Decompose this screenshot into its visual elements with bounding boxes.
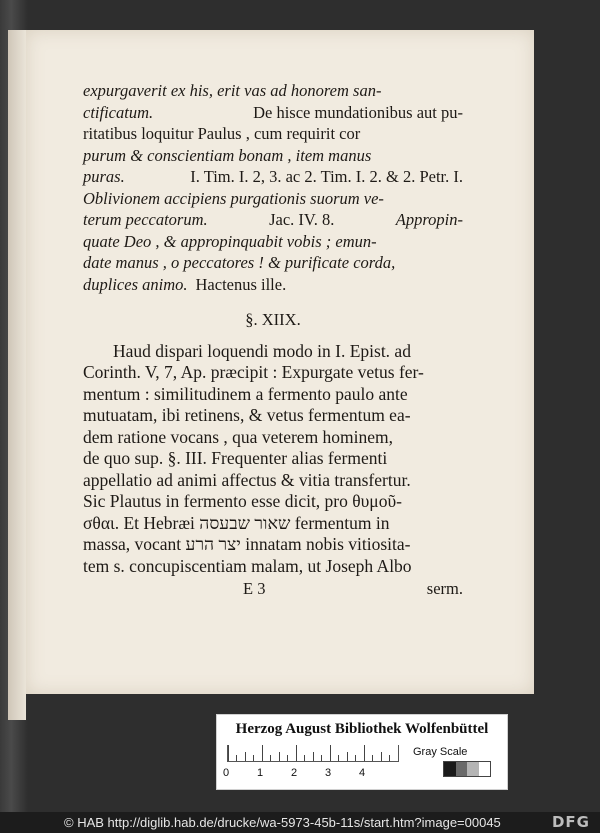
ruler-tick xyxy=(313,752,314,761)
ruler-tick xyxy=(321,755,322,761)
gray-swatch xyxy=(456,762,468,776)
ruler-tick xyxy=(279,752,280,761)
gray-scale-swatches xyxy=(443,761,491,777)
ruler-number: 4 xyxy=(359,767,366,779)
paragraph-line-2: Corinth. V, 7, Ap. præcipit : Expurgate vetus fer- xyxy=(83,362,424,382)
ruler-number: 1 xyxy=(257,767,264,779)
section-heading: §. XIIX. xyxy=(245,310,301,329)
page-text-block xyxy=(83,80,463,599)
ruler-tick xyxy=(364,745,365,761)
paragraph-line-4: mutuatam, ibi retinens, & vetus fermentum ea- xyxy=(83,405,411,425)
text-line-8: quate Deo , & appropinquabit vobis ; emun- xyxy=(83,231,377,251)
library-name: Herzog August Bibliothek Wolfenbüttel xyxy=(235,721,489,737)
signature-mark: E 3 xyxy=(243,579,266,598)
ruler-tick xyxy=(228,745,229,761)
ruler-number: 2 xyxy=(291,767,298,779)
page-footer-line xyxy=(83,579,463,599)
text-line-6: Oblivionem accipiens purgationis suorum ve- xyxy=(83,188,384,208)
credit-link[interactable]: © HAB http://diglib.hab.de/drucke/wa-5973-45b-11s/start.htm?image=00045 xyxy=(64,815,501,830)
dfg-logo: DFG xyxy=(551,813,590,831)
ruler-numbers xyxy=(223,767,413,783)
gray-scale-label: Gray Scale xyxy=(413,746,468,758)
text-line-9: date manus , o peccatores ! & purificate corda, xyxy=(83,253,396,272)
ruler-tick xyxy=(355,755,356,761)
ruler-tick xyxy=(236,755,237,761)
ruler-tick xyxy=(338,755,339,761)
ruler-tick xyxy=(381,752,382,761)
ruler-tick xyxy=(253,755,254,761)
paragraph-line-10: massa, vocant יצר הרע innatam nobis vitiosita- xyxy=(83,534,411,554)
color-reference-card xyxy=(216,714,508,790)
text-line-7: terum peccatorum. Jac. IV. 8. Appropin- xyxy=(83,210,463,229)
ruler-tick xyxy=(389,755,390,761)
ruler-number: 3 xyxy=(325,767,332,779)
text-line-3: ritatibus loquitur Paulus , cum requirit cor xyxy=(83,124,361,143)
paragraph-line-7: appellatio ad animi affectus & vitia transfertur. xyxy=(83,469,411,490)
paragraph-line-3: mentum : similitudinem a fermento paulo ante xyxy=(83,383,408,404)
paragraph-line-1: Haud dispari loquendi modo in I. Epist. ad xyxy=(113,340,411,361)
credit-bar xyxy=(0,812,600,833)
previous-page-edge xyxy=(8,30,26,720)
ruler xyxy=(227,745,399,762)
gray-swatch xyxy=(467,762,479,776)
paragraph-line-9: σθαι. Et Hebræi שאור שבעסה fermentum in xyxy=(83,512,390,533)
ruler-tick xyxy=(304,755,305,761)
ruler-tick xyxy=(330,745,331,761)
gray-swatch xyxy=(479,762,491,776)
ruler-number: 0 xyxy=(223,767,230,779)
catchword: serm. xyxy=(426,579,463,598)
paragraph-line-8: Sic Plautus in fermento esse dicit, pro θυμοῦ- xyxy=(83,491,402,511)
text-line-10: duplices animo. Hactenus ille. xyxy=(83,274,287,294)
paragraph-line-6: de quo sup. §. III. Frequenter alias fermenti xyxy=(83,448,388,468)
ruler-tick xyxy=(270,755,271,761)
ruler-tick xyxy=(262,745,263,761)
text-line-4: purum & conscientiam bonam , item manus xyxy=(83,145,372,165)
ruler-tick xyxy=(245,752,246,761)
gray-swatch xyxy=(444,762,456,776)
text-line-1: expurgaverit ex his, erit vas ad honorem san- xyxy=(83,81,382,100)
ruler-tick xyxy=(287,755,288,761)
text-line-2: ctificatum. De hisce mundationibus aut pu- xyxy=(83,102,463,122)
paragraph-line-11: tem s. concupiscentiam malam, ut Joseph Albo xyxy=(83,555,412,576)
text-line-5: puras. I. Tim. I. 2, 3. ac 2. Tim. I. 2. & 2. Petr. I. xyxy=(83,167,463,186)
paragraph-line-5: dem ratione vocans , qua veterem hominem, xyxy=(83,426,394,447)
ruler-tick xyxy=(347,752,348,761)
ruler-tick xyxy=(372,755,373,761)
ruler-tick xyxy=(296,745,297,761)
